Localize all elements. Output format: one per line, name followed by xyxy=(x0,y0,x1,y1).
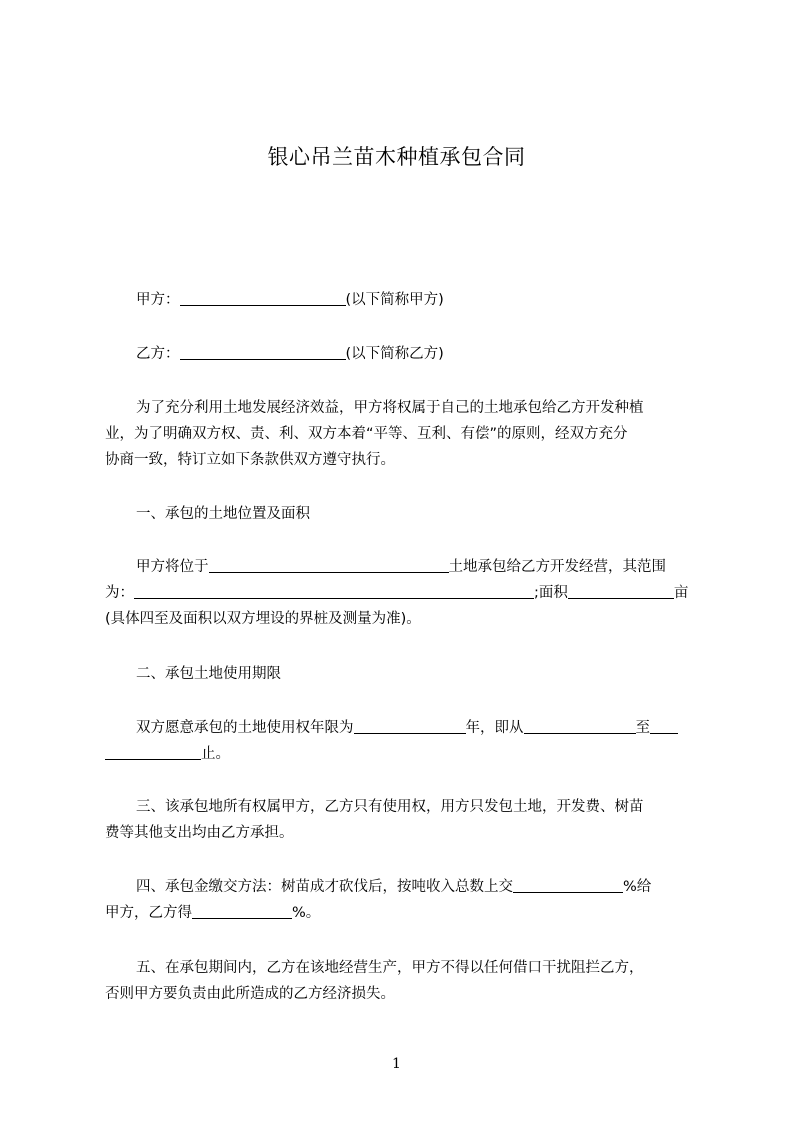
term-to-label: 至 xyxy=(635,720,650,736)
document-title: 银心吊兰苗木种植承包合同 xyxy=(267,145,526,169)
party-b-share-label: 甲方，乙方得 xyxy=(105,905,192,921)
payment-label: 四、承包金缴交方法：树苗成才砍伐后，按吨收入总数上交 xyxy=(136,879,513,895)
party-b-percent-suffix: %。 xyxy=(292,905,321,921)
intro-line-1: 为了充分利用土地发展经济效益，甲方将权属于自己的土地承包给乙方开发种植 xyxy=(136,400,644,416)
term-start-blank[interactable] xyxy=(524,719,636,734)
section-5-line-1: 五、在承包期间内，乙方在该地经营生产，甲方不得以任何借口干扰阻拦乙方， xyxy=(136,960,644,976)
party-b-suffix: (以下简称乙方) xyxy=(345,346,444,362)
section-3 xyxy=(105,794,700,846)
section-3-line-2: 费等其他支出均由乙方承担。 xyxy=(105,825,294,841)
term-label: 双方愿意承包的土地使用权年限为 xyxy=(136,720,354,736)
term-years-blank[interactable] xyxy=(354,719,466,734)
section-5 xyxy=(105,955,700,1007)
scope-blank[interactable] xyxy=(134,584,534,599)
term-from-label: 年，即从 xyxy=(465,720,524,736)
party-a-blank[interactable] xyxy=(180,291,346,306)
party-a-label: 甲方： xyxy=(136,292,180,308)
party-b-line xyxy=(105,341,700,367)
section-1-body xyxy=(105,554,700,632)
party-b-blank[interactable] xyxy=(180,345,346,360)
party-a-percent-suffix: %给 xyxy=(623,879,652,895)
section-1-location-suffix: 土地承包给乙方开发经营，其范围 xyxy=(448,559,666,575)
intro-paragraph xyxy=(105,395,700,473)
section-4 xyxy=(105,874,700,926)
party-b-percent-blank[interactable] xyxy=(192,904,292,919)
location-blank[interactable] xyxy=(209,558,449,573)
section-1-note: (具体四至及面积以双方埋设的界桩及测量为准)。 xyxy=(105,611,421,627)
section-1-location-label: 甲方将位于 xyxy=(136,559,209,575)
party-a-line xyxy=(105,287,700,313)
page-number: 1 xyxy=(392,1056,401,1072)
scope-label: 为： xyxy=(105,585,134,601)
term-end-blank-part-2[interactable] xyxy=(105,745,201,760)
section-1-heading: 一、承包的土地位置及面积 xyxy=(136,506,310,522)
intro-line-3: 协商一致，特订立如下条款供双方遵守执行。 xyxy=(105,452,395,468)
intro-line-2: 业，为了明确双方权、责、利、双方本着“平等、互利、有偿”的原则，经双方充分 xyxy=(105,426,628,442)
section-5-line-2: 否则甲方要负责由此所造成的乙方经济损失。 xyxy=(105,986,395,1002)
party-a-suffix: (以下简称甲方) xyxy=(345,292,444,308)
section-2-body xyxy=(105,715,700,767)
term-end-suffix: 止。 xyxy=(201,746,230,762)
party-a-percent-blank[interactable] xyxy=(513,878,623,893)
term-end-blank-part-1[interactable] xyxy=(650,719,678,734)
section-3-line-1: 三、该承包地所有权属甲方，乙方只有使用权，用方只发包土地，开发费、树苗 xyxy=(136,799,644,815)
area-unit: 亩 xyxy=(673,585,689,601)
area-label: ;面积 xyxy=(534,585,568,601)
section-2-heading: 二、承包土地使用期限 xyxy=(136,666,281,682)
area-blank[interactable] xyxy=(568,584,674,599)
party-b-label: 乙方： xyxy=(136,346,180,362)
